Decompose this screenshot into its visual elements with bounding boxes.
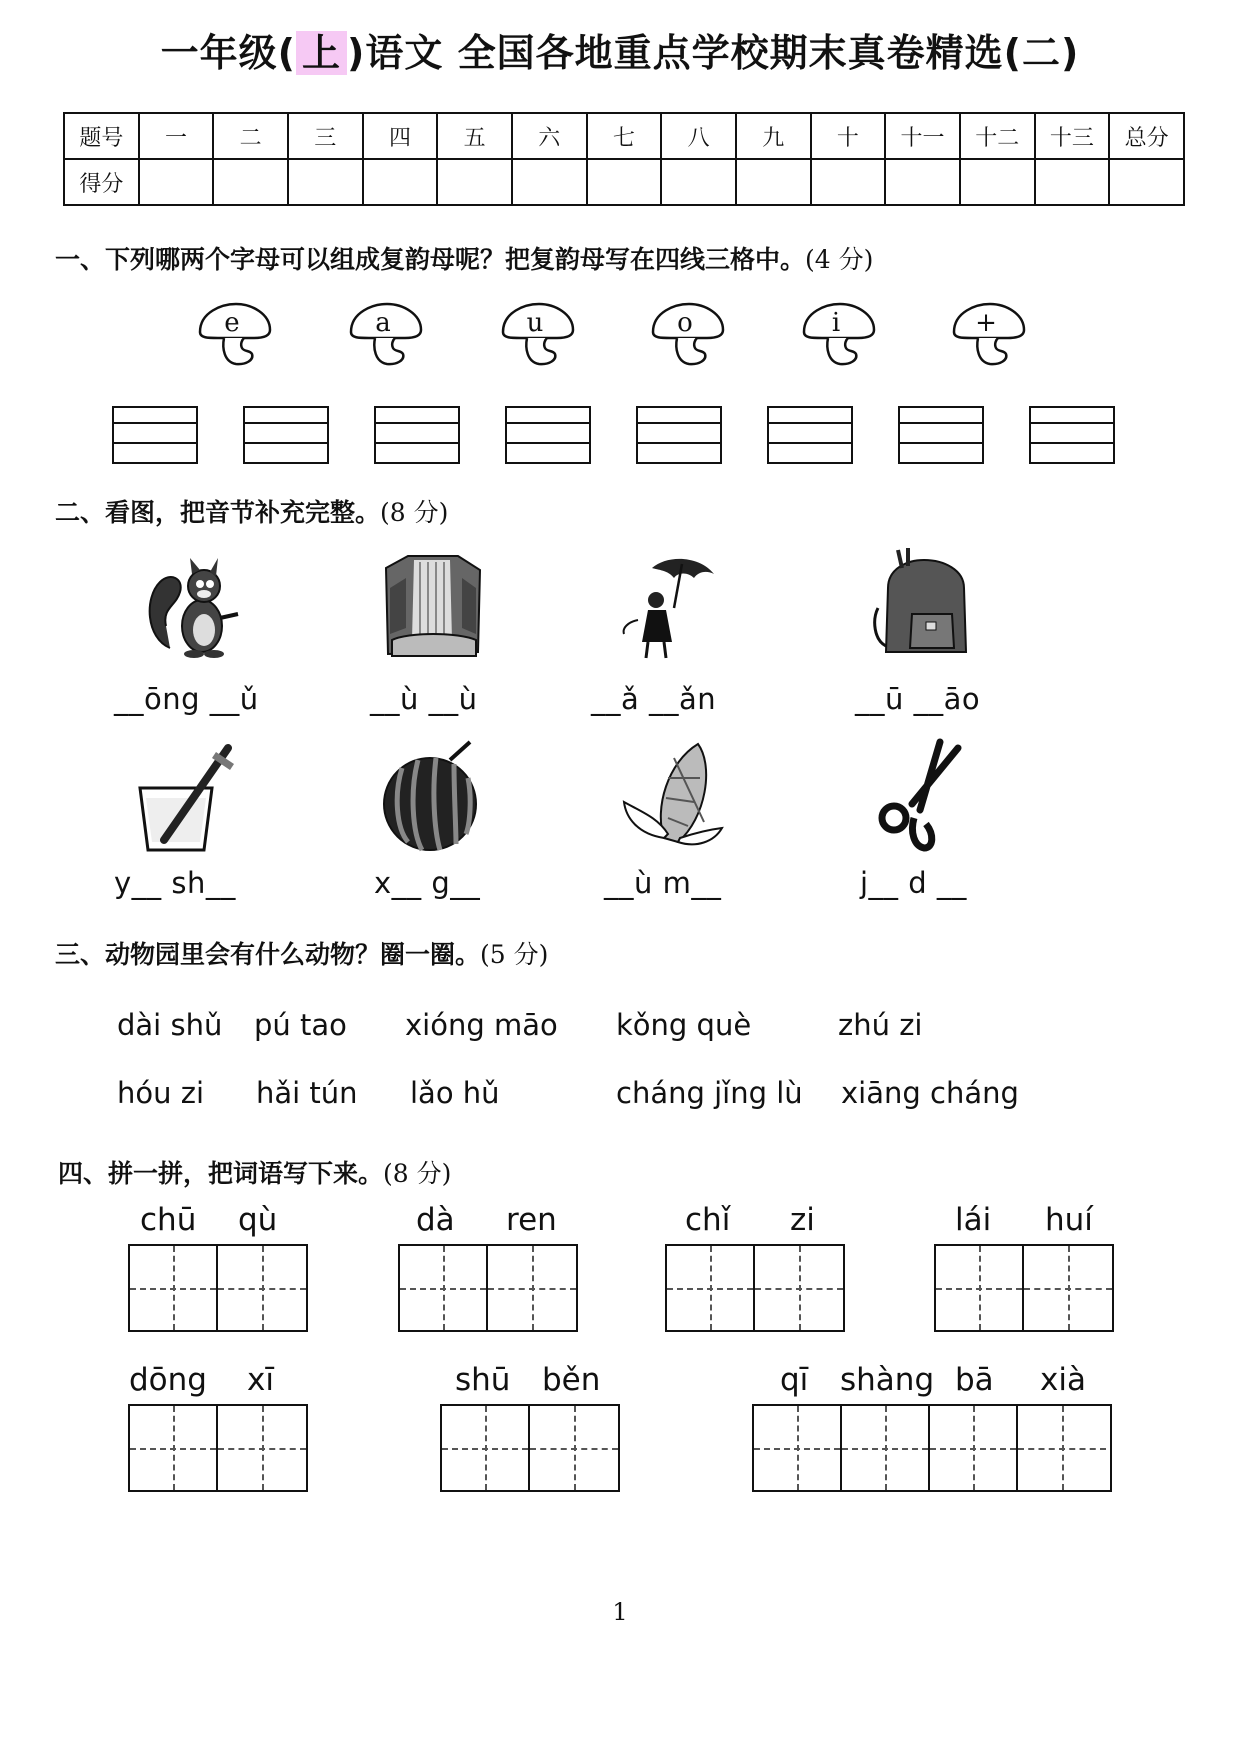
tianzige-cell <box>488 1246 576 1330</box>
four-line-grid[interactable] <box>112 406 198 464</box>
score-cell[interactable] <box>736 159 811 205</box>
page-title: 一年级( 上 )语文 全国各地重点学校期末真卷精选(二) <box>160 31 1080 75</box>
toothbrush-cup-icon <box>134 738 244 858</box>
tianzige-cell <box>842 1406 930 1490</box>
animal-option[interactable]: hǎi tún <box>256 1076 358 1110</box>
four-line-grid[interactable] <box>505 406 591 464</box>
score-header-cell: 十一 <box>885 113 960 159</box>
pinyin-syllable: bā <box>955 1362 994 1398</box>
four-line-grid[interactable] <box>374 406 460 464</box>
score-cell[interactable] <box>587 159 662 205</box>
score-header-cell: 十二 <box>960 113 1035 159</box>
syllable-blank[interactable]: __ù m__ <box>604 866 722 900</box>
score-table-header-row <box>64 113 1184 159</box>
pinyin-syllable: shàng <box>840 1362 935 1398</box>
pinyin-syllable: huí <box>1045 1202 1093 1238</box>
waterfall-icon <box>378 548 488 668</box>
tianzige-cell <box>936 1246 1024 1330</box>
animal-option[interactable]: zhú zi <box>838 1008 923 1042</box>
tianzige-cell <box>400 1246 488 1330</box>
title-highlight: 上 <box>296 31 347 75</box>
schoolbag-icon <box>868 548 978 668</box>
score-header-cell: 八 <box>661 113 736 159</box>
pinyin-syllable: zi <box>790 1202 815 1238</box>
animal-option[interactable]: lǎo hǔ <box>410 1076 500 1110</box>
page-number: 1 <box>612 1598 628 1626</box>
tianzige-cell <box>1024 1246 1112 1330</box>
tianzige-grid[interactable] <box>128 1244 308 1332</box>
tianzige-cell <box>442 1406 530 1490</box>
watermelon-icon <box>378 738 488 858</box>
score-cell[interactable] <box>960 159 1035 205</box>
pinyin-syllable: xī <box>247 1362 274 1398</box>
animal-option[interactable]: pú tao <box>254 1008 347 1042</box>
syllable-blank[interactable]: __ǎ __ǎn <box>591 682 717 716</box>
tianzige-cell <box>930 1406 1018 1490</box>
score-header-cell: 七 <box>587 113 662 159</box>
syllable-blank[interactable]: x__ g__ <box>374 866 481 900</box>
question-2-title: 二、看图，把音节补充完整。(8 分) <box>55 498 449 527</box>
letter-mushroom[interactable]: i <box>798 300 880 370</box>
score-cell[interactable] <box>512 159 587 205</box>
syllable-blank[interactable]: y__ sh__ <box>114 866 236 900</box>
tianzige-cell <box>755 1246 843 1330</box>
syllable-blank[interactable]: __ōng __ǔ <box>114 682 259 716</box>
pinyin-syllable: qī <box>780 1362 809 1398</box>
animal-option[interactable]: xióng māo <box>405 1008 558 1042</box>
four-line-grid[interactable] <box>767 406 853 464</box>
pinyin-syllable: chū <box>140 1202 197 1238</box>
tianzige-cell <box>218 1246 306 1330</box>
tianzige-cell <box>130 1246 218 1330</box>
question-3-title: 三、动物园里会有什么动物？圈一圈。(5 分) <box>55 940 549 969</box>
tianzige-grid[interactable] <box>398 1244 578 1332</box>
score-cell[interactable] <box>1109 159 1184 205</box>
syllable-blank[interactable]: j__ d __ <box>860 866 967 900</box>
score-table <box>63 112 1185 206</box>
score-header-cell: 二 <box>213 113 288 159</box>
corn-icon <box>618 738 728 858</box>
animal-option[interactable]: kǒng què <box>616 1008 752 1042</box>
squirrel-icon <box>140 548 250 668</box>
score-header-cell: 四 <box>363 113 438 159</box>
tianzige-grid[interactable] <box>934 1244 1114 1332</box>
four-line-grid[interactable] <box>898 406 984 464</box>
score-cell[interactable] <box>661 159 736 205</box>
scissors-icon <box>868 738 978 858</box>
score-header-cell: 一 <box>139 113 214 159</box>
tianzige-grid[interactable] <box>128 1404 308 1492</box>
syllable-blank[interactable]: __ū __āo <box>855 682 981 716</box>
question-4-title: 四、拼一拼，把词语写下来。(8 分) <box>58 1159 452 1188</box>
pinyin-syllable: dà <box>416 1202 455 1238</box>
animal-option[interactable]: hóu zi <box>117 1076 204 1110</box>
score-cell[interactable] <box>811 159 886 205</box>
four-line-grid[interactable] <box>1029 406 1115 464</box>
letter-mushroom[interactable]: a <box>345 300 427 370</box>
pinyin-syllable: ren <box>506 1202 557 1238</box>
tianzige-cell <box>218 1406 306 1490</box>
letter-mushroom[interactable]: u <box>497 300 579 370</box>
tianzige-cell <box>1018 1406 1106 1490</box>
four-line-grid[interactable] <box>636 406 722 464</box>
animal-option[interactable]: xiāng cháng <box>841 1076 1019 1110</box>
pinyin-syllable: lái <box>955 1202 992 1238</box>
score-cell[interactable] <box>885 159 960 205</box>
tianzige-cell <box>530 1406 618 1490</box>
score-cell[interactable] <box>288 159 363 205</box>
pinyin-syllable: qù <box>238 1202 278 1238</box>
tianzige-grid[interactable] <box>665 1244 845 1332</box>
syllable-blank[interactable]: __ù __ù <box>370 682 478 716</box>
score-cell[interactable] <box>139 159 214 205</box>
score-header-cell: 五 <box>437 113 512 159</box>
score-header-cell: 总分 <box>1109 113 1184 159</box>
pinyin-syllable: běn <box>542 1362 601 1398</box>
tianzige-cell <box>754 1406 842 1490</box>
letter-mushroom[interactable]: + <box>948 300 1030 370</box>
score-header-cell: 六 <box>512 113 587 159</box>
score-header-cell: 三 <box>288 113 363 159</box>
umbrella-girl-icon <box>608 548 718 668</box>
tianzige-cell <box>667 1246 755 1330</box>
animal-option[interactable]: dài shǔ <box>117 1008 223 1042</box>
score-cell[interactable] <box>437 159 512 205</box>
score-cell[interactable] <box>213 159 288 205</box>
letter-mushroom[interactable]: e <box>194 300 276 370</box>
score-header-cell: 十 <box>811 113 886 159</box>
pinyin-syllable: chǐ <box>685 1202 731 1238</box>
pinyin-syllable: dōng <box>129 1362 207 1398</box>
score-cell[interactable] <box>363 159 438 205</box>
score-header-cell: 九 <box>736 113 811 159</box>
pinyin-syllable: xià <box>1040 1362 1086 1398</box>
tianzige-cell <box>130 1406 218 1490</box>
tianzige-grid[interactable] <box>752 1404 1112 1492</box>
tianzige-grid[interactable] <box>440 1404 620 1492</box>
four-line-grid[interactable] <box>243 406 329 464</box>
animal-option[interactable]: cháng jǐng lù <box>616 1076 803 1110</box>
score-header-cell: 十三 <box>1035 113 1110 159</box>
letter-mushroom[interactable]: o <box>647 300 729 370</box>
score-header-cell: 题号 <box>64 113 139 159</box>
score-table-score-row <box>64 159 1184 205</box>
question-1-title: 一、下列哪两个字母可以组成复韵母呢？把复韵母写在四线三格中。(4 分) <box>55 245 874 274</box>
score-cell[interactable] <box>1035 159 1110 205</box>
pinyin-syllable: shū <box>455 1362 511 1398</box>
score-row-label: 得分 <box>64 159 139 205</box>
